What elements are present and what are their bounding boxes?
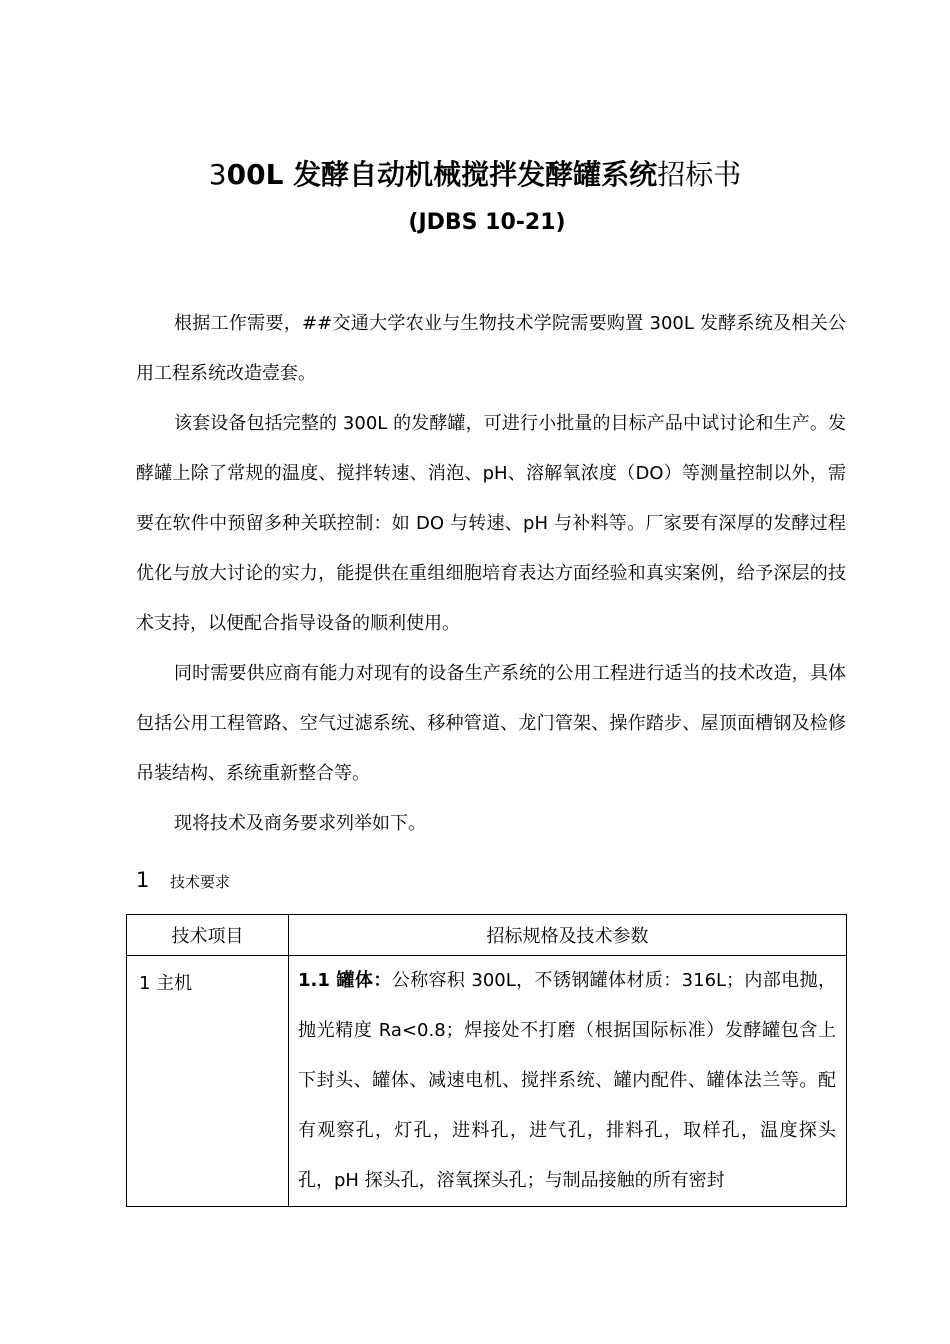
paragraph: 根据工作需要，##交通大学农业与生物技术学院需要购置 300L 发酵系统及相关公用工程系统改造壹套。	[136, 313, 846, 384]
table-header-row	[127, 915, 847, 956]
paragraph: 同时需要供应商有能力对现有的设备生产系统的公用工程进行适当的技术改造，具体包括公用工程管路、空气过滤系统、移种管道、龙门管架、操作踏步、屋顶面槽钢及检修吊装结构、系统重新整合等。	[136, 663, 846, 784]
document-code: (JDBS 10-21)	[408, 210, 566, 235]
document-title	[0, 156, 950, 194]
spec-text: 公称容积 300L，不锈钢罐体材质：316L；内部电抛，抛光精度 Ra<0.8；焊接处不打磨（根据国际标准）发酵罐包含上下封头、罐体、减速电机、搅拌系统、罐内配件、罐体法兰等。配有观察孔，灯孔，进料孔，进气孔，排料孔，取样孔，温度探头孔，pH 探头孔，溶氧探头孔；与制品接触的所有密封	[298, 970, 836, 1191]
column-header-item: 技术项目	[127, 915, 289, 956]
title-part-a: 3	[208, 158, 227, 191]
paragraph: 现将技术及商务要求列举如下。	[174, 813, 426, 834]
title-part-b: 00L 发酵自动机械搅拌发酵罐系统	[226, 158, 658, 191]
section-label: 技术要求	[170, 873, 231, 891]
spec-cell	[289, 956, 847, 1207]
intro-body	[136, 299, 846, 849]
column-header-spec: 招标规格及技术参数	[289, 915, 847, 956]
title-part-c: 招标书	[657, 158, 742, 191]
section-number: 1	[136, 868, 150, 892]
paragraph: 该套设备包括完整的 300L 的发酵罐，可进行小批量的目标产品中试讨论和生产。发酵罐上除了常规的温度、搅拌转速、消泡、pH、溶解氧浓度（DO）等测量控制以外，需要在软件中预留多种关联控制：如 DO 与转速、pH 与补料等。厂家要有深厚的发酵过程优化与放大讨论的实力，能提供在重组细胞培育表达方面经验和真实案例，给予深层的技术支持，以便配合指导设备的顺利使用。	[136, 413, 846, 634]
section-heading	[136, 862, 230, 898]
item-cell: 1 主机	[127, 956, 289, 1207]
spec-table	[126, 914, 847, 1207]
spec-heading: 1.1 罐体：	[298, 970, 392, 991]
table-row	[127, 956, 847, 1207]
